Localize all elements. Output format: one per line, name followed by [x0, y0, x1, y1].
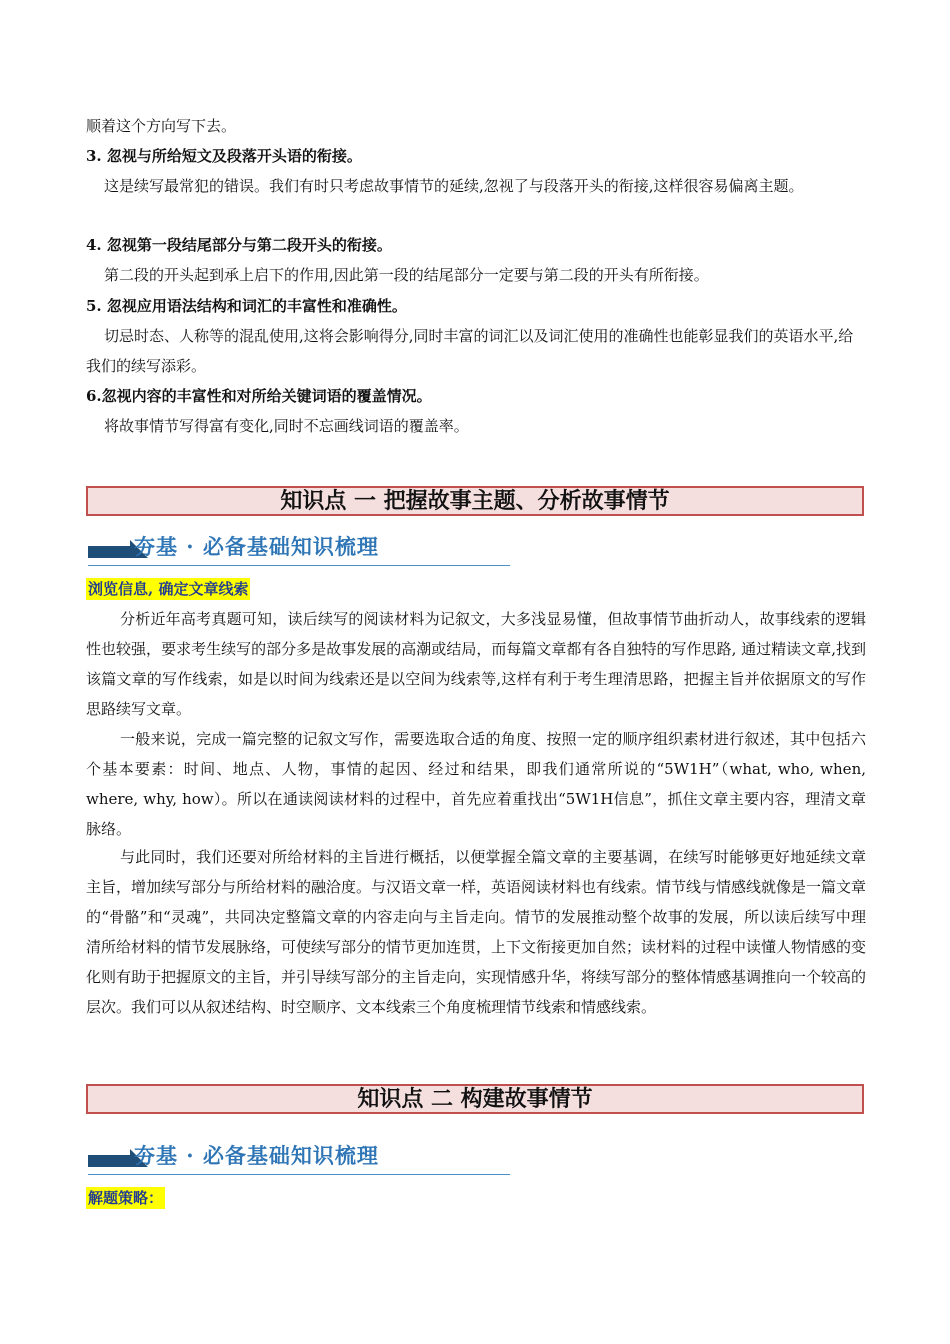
item-body-3: 这是续写最常犯的错误。我们有时只考虑故事情节的延续,忽视了与段落开头的衔接,这样很容易偏离主题。	[104, 177, 804, 195]
section1-paragraph-2: 一般来说，完成一篇完整的记叙文写作，需要选取合适的角度、按照一定的顺序组织素材进行叙述，其中包括六个基本要素：时间、地点、人物，事情的起因、经过和结果，即我们通常所说的“5W1H”（what, who, when, where, why, how）。所以在通读阅读材料的过程中，首先应着重找出“5W1H信息”，抓住文章主要内容，理清文章脉络。	[86, 730, 866, 838]
highlight-label-2: 解题策略：	[88, 1189, 164, 1207]
section-banner-1	[88, 532, 510, 566]
item-heading-4: 4. 忽视第一段结尾部分与第二段开头的衔接。	[86, 236, 392, 254]
section1-paragraph-1: 分析近年高考真题可知，读后续写的阅读材料为记叙文，大多浅显易懂，但故事情节曲折动人，故事线索的逻辑性也较强，要求考生续写的部分多是故事发展的高潮或结局，而每篇文章都有各自独特的写作思路, 通过精读文章,找到该篇文章的写作线索，如是以时间为线索还是以空间为线索等,这样有利于考生理清思路，把握主旨并依据原文的写作思路续写文章。	[86, 610, 866, 718]
item-body-6: 将故事情节写得富有变化,同时不忘画线词语的覆盖率。	[104, 417, 469, 435]
item-heading-6: 6.忽视内容的丰富性和对所给关键词语的覆盖情况。	[86, 387, 432, 405]
highlight-label-1: 浏览信息, 确定文章线索	[88, 580, 249, 598]
item-heading-5: 5. 忽视应用语法结构和词汇的丰富性和准确性。	[86, 297, 407, 315]
banner-bar-icon	[88, 546, 130, 558]
item-body-5: 切忌时态、人称等的混乱使用,这将会影响得分,同时丰富的词汇以及词汇使用的准确性也能彰显我们的英语水平,给我们的续写添彩。	[86, 327, 854, 375]
section-banner-2	[88, 1141, 510, 1175]
intro-line: 顺着这个方向写下去。	[86, 117, 237, 135]
banner-label: 夯基 · 必备基础知识梳理	[134, 534, 379, 559]
banner-label: 夯基 · 必备基础知识梳理	[134, 1143, 379, 1168]
banner-rule	[88, 1174, 510, 1175]
banner-rule	[88, 565, 510, 566]
banner-bar-icon	[88, 1155, 130, 1167]
item-body-4: 第二段的开头起到承上启下的作用,因此第一段的结尾部分一定要与第二段的开头有所衔接。	[104, 266, 709, 284]
section-title-2: 知识点 二 构建故事情节	[86, 1084, 864, 1114]
item-heading-3: 3. 忽视与所给短文及段落开头语的衔接。	[86, 147, 362, 165]
section-title-1: 知识点 一 把握故事主题、分析故事情节	[86, 486, 864, 516]
section1-paragraph-3: 与此同时，我们还要对所给材料的主旨进行概括，以便掌握全篇文章的主要基调，在续写时能够更好地延续文章主旨，增加续写部分与所给材料的融洽度。与汉语文章一样，英语阅读材料也有线索。情节线与情感线就像是一篇文章的“骨骼”和“灵魂”，共同决定整篇文章的内容走向与主旨走向。情节的发展推动整个故事的发展，所以读后续写中理清所给材料的情节发展脉络，可使续写部分的情节更加连贯，上下文衔接更加自然；读材料的过程中读懂人物情感的变化则有助于把握原文的主旨，并引导续写部分的主旨走向，实现情感升华，将续写部分的整体情感基调推向一个较高的层次。我们可以从叙述结构、时空顺序、文本线索三个角度梳理情节线索和情感线索。	[86, 848, 867, 1016]
